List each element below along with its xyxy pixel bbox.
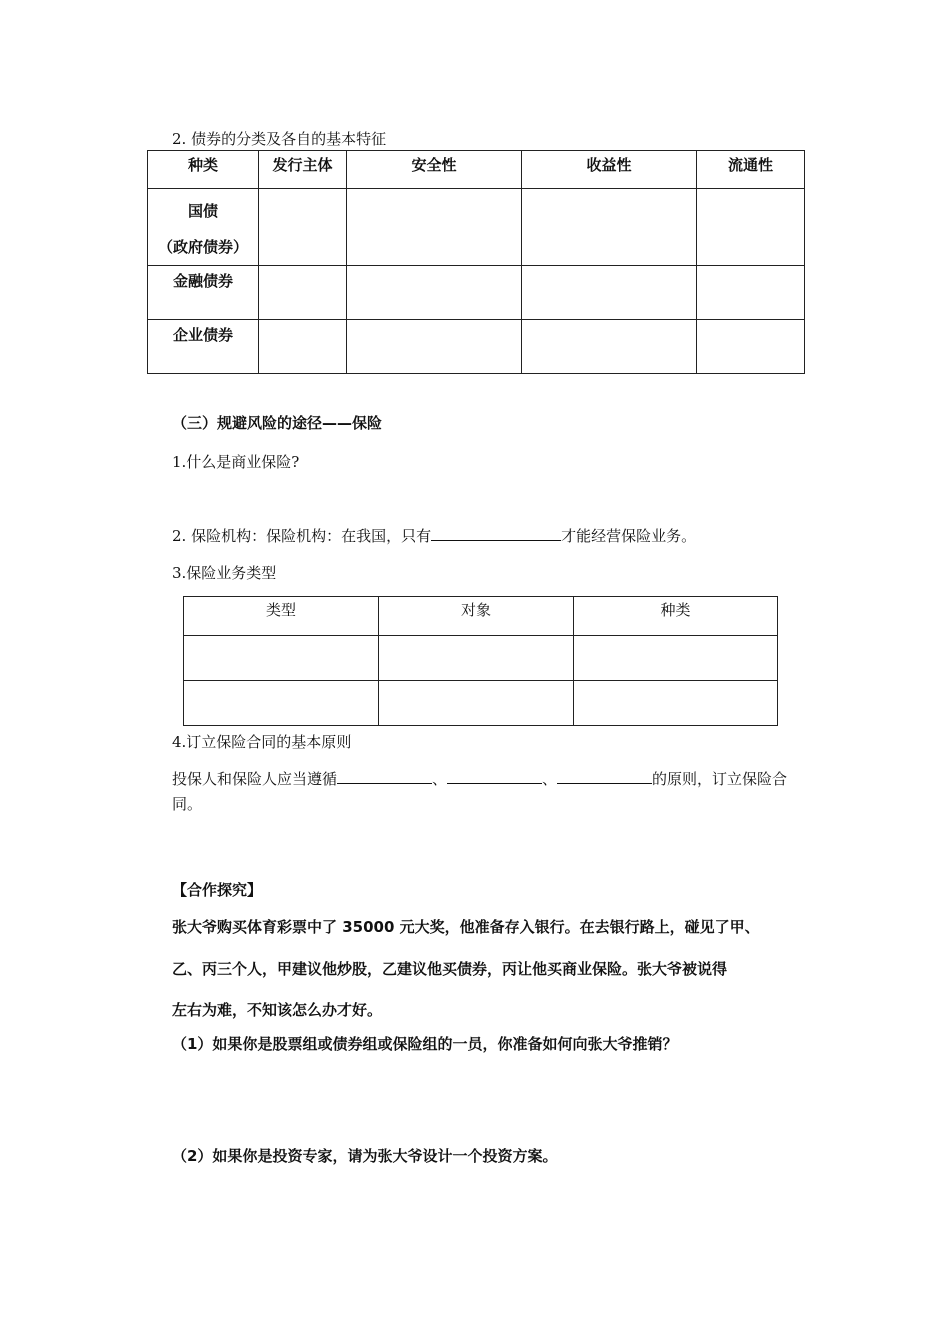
insurance-principles-line — [172, 767, 787, 789]
answer-cell[interactable] — [522, 266, 697, 320]
bond-header-type: 种类 — [148, 151, 259, 189]
bond-row-label-line1: 国债 — [187, 202, 218, 220]
principles-prefix: 投保人和保险人应当遵循 — [172, 770, 338, 788]
bond-header-liquidity: 流通性 — [697, 151, 805, 189]
answer-cell[interactable] — [379, 681, 574, 726]
coop-question-1: （1）如果你是股票组或债券组或保险组的一员，你准备如何向张大爷推销？ — [172, 1035, 678, 1053]
answer-cell[interactable] — [184, 681, 379, 726]
table-row — [148, 189, 805, 266]
bond-row-label-government — [148, 189, 259, 266]
answer-cell[interactable] — [259, 266, 347, 320]
bond-row-label-corporate: 企业债券 — [148, 320, 259, 374]
coop-paragraph-line2: 乙、丙三个人，甲建议他炒股，乙建议他买债券，丙让他买商业保险。张大爷被说得 — [172, 960, 728, 978]
insurance-table — [183, 596, 778, 726]
answer-cell[interactable] — [347, 266, 522, 320]
answer-cell[interactable] — [574, 636, 778, 681]
answer-blank[interactable] — [337, 767, 432, 784]
insurance-table-header-row — [184, 597, 778, 636]
answer-cell[interactable] — [522, 189, 697, 266]
insurance-principles-line2: 同。 — [172, 795, 203, 813]
answer-cell[interactable] — [697, 320, 805, 374]
table-row — [148, 266, 805, 320]
answer-blank[interactable] — [557, 767, 652, 784]
answer-cell[interactable] — [697, 266, 805, 320]
bond-header-yield: 收益性 — [522, 151, 697, 189]
answer-cell[interactable] — [379, 636, 574, 681]
bond-table — [147, 150, 805, 374]
bond-header-safety: 安全性 — [347, 151, 522, 189]
answer-blank[interactable] — [447, 767, 542, 784]
insurance-question-2 — [172, 524, 696, 546]
coop-question-2: （2）如果你是投资专家，请为张大爷设计一个投资方案。 — [172, 1147, 558, 1165]
table-row — [184, 681, 778, 726]
answer-cell[interactable] — [259, 189, 347, 266]
table-row — [148, 320, 805, 374]
insurance-header-type: 类型 — [184, 597, 379, 636]
bond-table-header-row — [148, 151, 805, 189]
bond-row-label-financial: 金融债券 — [148, 266, 259, 320]
insurance-question-4: 4.订立保险合同的基本原则 — [172, 733, 352, 751]
answer-cell[interactable] — [522, 320, 697, 374]
answer-cell[interactable] — [697, 189, 805, 266]
answer-cell[interactable] — [574, 681, 778, 726]
principles-separator: 、 — [432, 770, 448, 788]
answer-cell[interactable] — [259, 320, 347, 374]
insurance-header-kind: 种类 — [574, 597, 778, 636]
coop-paragraph-line1: 张大爷购买体育彩票中了 35000 元大奖，他准备存入银行。在去银行路上，碰见了甲、 — [172, 918, 760, 936]
coop-heading: 【合作探究】 — [172, 881, 263, 899]
principles-suffix: 的原则，订立保险合 — [652, 770, 788, 788]
answer-blank[interactable] — [431, 524, 561, 541]
insurance-question-2-prefix: 2. 保险机构：保险机构：在我国，只有 — [172, 527, 432, 545]
insurance-heading: （三）规避风险的途径——保险 — [172, 414, 383, 432]
insurance-header-object: 对象 — [379, 597, 574, 636]
insurance-question-1: 1.什么是商业保险? — [172, 453, 300, 471]
answer-cell[interactable] — [347, 189, 522, 266]
bond-row-label-line2: （政府债券） — [157, 238, 248, 256]
bond-header-issuer: 发行主体 — [259, 151, 347, 189]
answer-cell[interactable] — [347, 320, 522, 374]
answer-cell[interactable] — [184, 636, 379, 681]
bond-section-title: 2. 债券的分类及各自的基本特征 — [172, 130, 387, 148]
principles-separator: 、 — [542, 770, 558, 788]
table-row — [184, 636, 778, 681]
insurance-question-2-suffix: 才能经营保险业务。 — [561, 527, 697, 545]
coop-paragraph-line3: 左右为难，不知该怎么办才好。 — [172, 1001, 383, 1019]
insurance-question-3: 3.保险业务类型 — [172, 564, 277, 582]
